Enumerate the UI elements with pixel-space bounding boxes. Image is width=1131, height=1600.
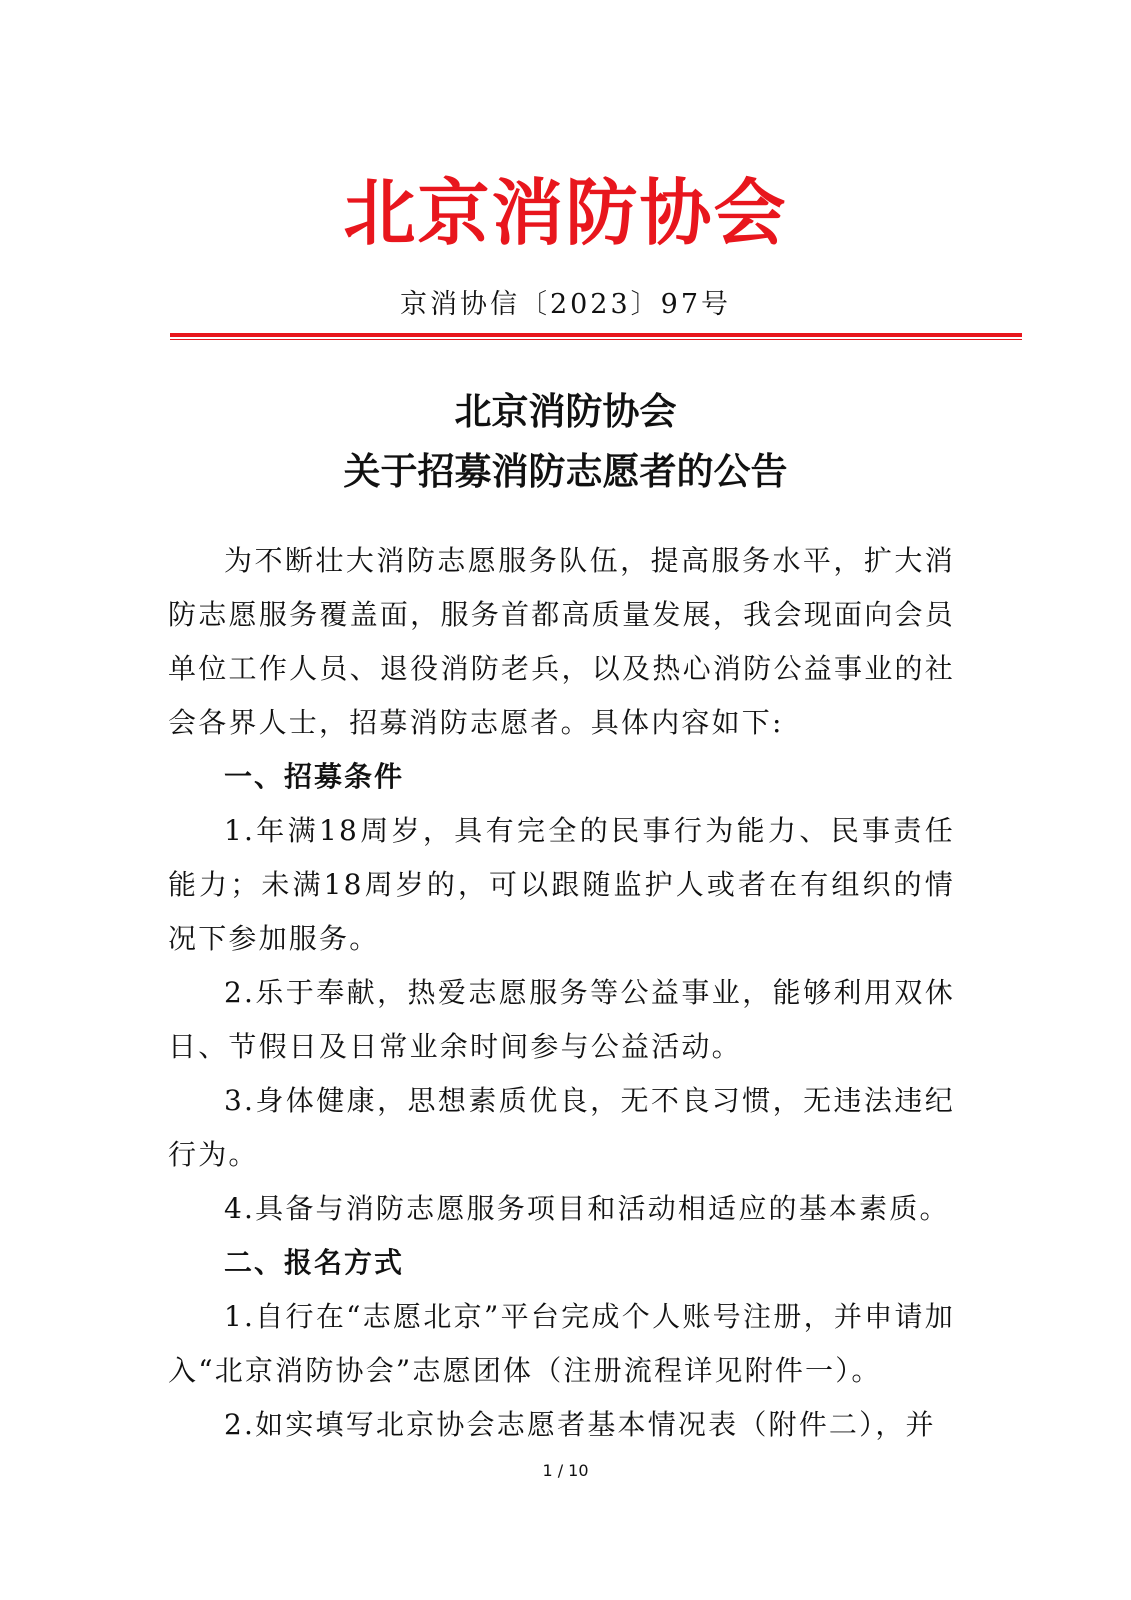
section-heading-recruitment-conditions: 一、招募条件 <box>224 760 405 793</box>
title-line-1: 北京消防协会 <box>454 390 677 433</box>
document-number: 京消协信〔2023〕97号 <box>399 289 732 320</box>
red-divider-rule <box>170 333 1022 339</box>
intro-paragraph: 为不断壮大消防志愿服务队伍，提高服务水平，扩大消防志愿服务覆盖面，服务首都高质量发展，我会现面向会员单位工作人员、退役消防老兵，以及热心消防公益事业的社会各界人士，招募消防志愿者。具体内容如下: <box>168 544 955 739</box>
condition-item-3: 3.身体健康，思想素质优良，无不良习惯，无违法违纪行为。 <box>168 1084 955 1171</box>
condition-item-1: 1.年满18周岁，具有完全的民事行为能力、民事责任能力；未满18周岁的，可以跟随监护人或者在有组织的情况下参加服务。 <box>168 814 955 955</box>
masthead-org-name: 北京消防协会 <box>343 170 788 255</box>
registration-item-1: 1.自行在“志愿北京”平台完成个人账号注册，并申请加入“北京消防协会”志愿团体（注册流程详见附件一）。 <box>168 1300 955 1387</box>
page-indicator: 1 / 10 <box>542 1461 589 1480</box>
divider-thin-line <box>170 339 1022 340</box>
condition-item-2: 2.乐于奉献，热爱志愿服务等公益事业，能够利用双休日、节假日及日常业余时间参与公益活动。 <box>168 976 955 1063</box>
section-heading-registration-method: 二、报名方式 <box>224 1246 405 1279</box>
condition-item-4: 4.具备与消防志愿服务项目和活动相适应的基本素质。 <box>224 1192 950 1225</box>
divider-thick-line <box>170 333 1022 337</box>
title-line-2: 关于招募消防志愿者的公告 <box>343 450 788 493</box>
document-body <box>168 534 955 1452</box>
registration-item-2: 2.如实填写北京协会志愿者基本情况表（附件二），并 <box>224 1408 936 1441</box>
document-title <box>0 382 1131 502</box>
